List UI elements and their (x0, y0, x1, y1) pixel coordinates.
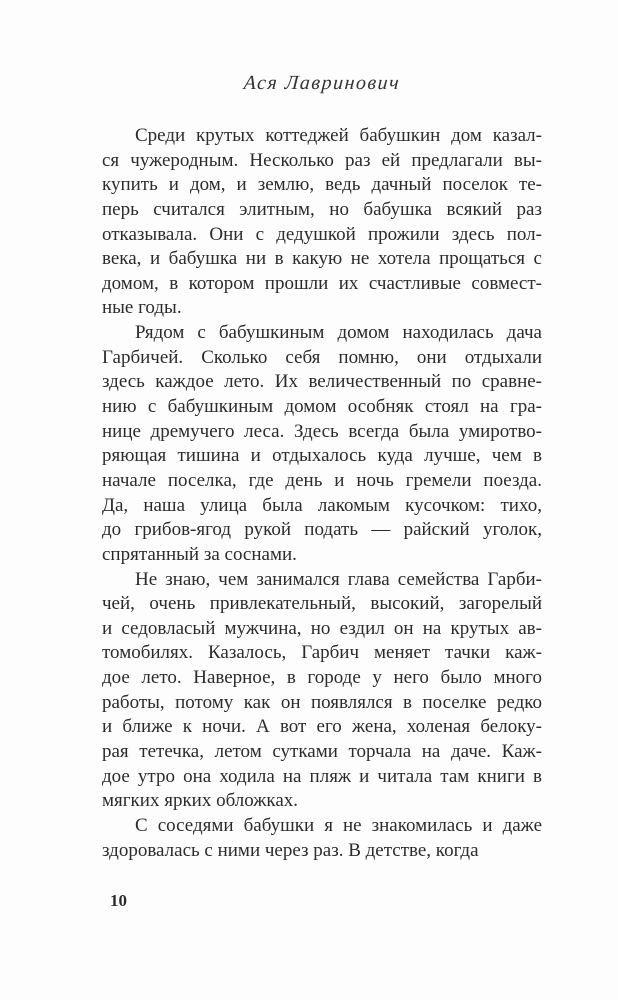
text-line: ся чужеродным. Несколько раз ей предлагали вы- (102, 149, 542, 171)
text-line: дое утро она ходила на пляж и читала там книги в (102, 765, 542, 787)
text-line: века, и бабушка ни в какую не хотела прощаться с (102, 248, 542, 270)
running-header: Ася Лавринович (243, 72, 402, 94)
body-text (102, 124, 542, 863)
text-line: Рядом с бабушкиным домом находилась дача (135, 322, 542, 344)
text-line: до грибов-ягод рукой подать — райский уголок, (102, 519, 542, 541)
text-line: и седовласый мужчина, но ездил он на крутых ав- (102, 617, 542, 639)
text-line: дое лето. Наверное, в городе у него было много (102, 667, 542, 689)
text-line: домом, в котором прошли их счастливые совмест- (102, 272, 542, 294)
text-line: чей, очень привлекательный, высокий, загорелый (102, 593, 542, 615)
text-line: здоровалась с ними через раз. В детстве, когда (102, 839, 479, 861)
text-line: нице дремучего леса. Здесь всегда была умиротво- (102, 420, 542, 442)
text-line: мягких ярких обложках. (102, 790, 299, 812)
text-line: работы, потому как он появлялся в поселке редко (102, 691, 542, 713)
text-line: Да, наша улица была лакомым кусочком: тихо, (102, 494, 542, 516)
text-line: перь считался элитным, но бабушка всякий раз (102, 198, 542, 220)
text-line: нию с бабушкиным домом особняк стоял на гра- (102, 396, 542, 418)
text-line: спрятанный за соснами. (102, 543, 297, 565)
text-line: начале поселка, где день и ночь гремели поезда. (102, 469, 542, 491)
text-line: томобилях. Казалось, Гарбич меняет тачки каж- (102, 642, 542, 664)
text-line: Не знаю, чем занимался глава семейства Гарби- (135, 568, 542, 590)
text-line: и ближе к ночи. А вот его жена, холеная белоку- (102, 716, 542, 738)
text-line: здесь каждое лето. Их величественный по сравне- (102, 371, 542, 393)
text-line: С соседями бабушки я не знакомилась и даже (135, 814, 542, 836)
text-line: Гарбичей. Сколько себя помню, они отдыхали (102, 346, 542, 368)
text-line: отказывала. Они с дедушкой прожили здесь пол- (102, 223, 542, 245)
text-line: ные годы. (102, 297, 182, 319)
text-line: купить и дом, и землю, ведь дачный поселок те- (102, 174, 542, 196)
text-line: Среди крутых коттеджей бабушкин дом казал- (135, 125, 542, 146)
page-number: 10 (110, 891, 127, 910)
text-line: рая тетечка, летом сутками торчала на даче. Каж- (102, 741, 542, 763)
text-line: ряющая тишина и отдыхалось куда лучше, чем в (102, 445, 542, 467)
